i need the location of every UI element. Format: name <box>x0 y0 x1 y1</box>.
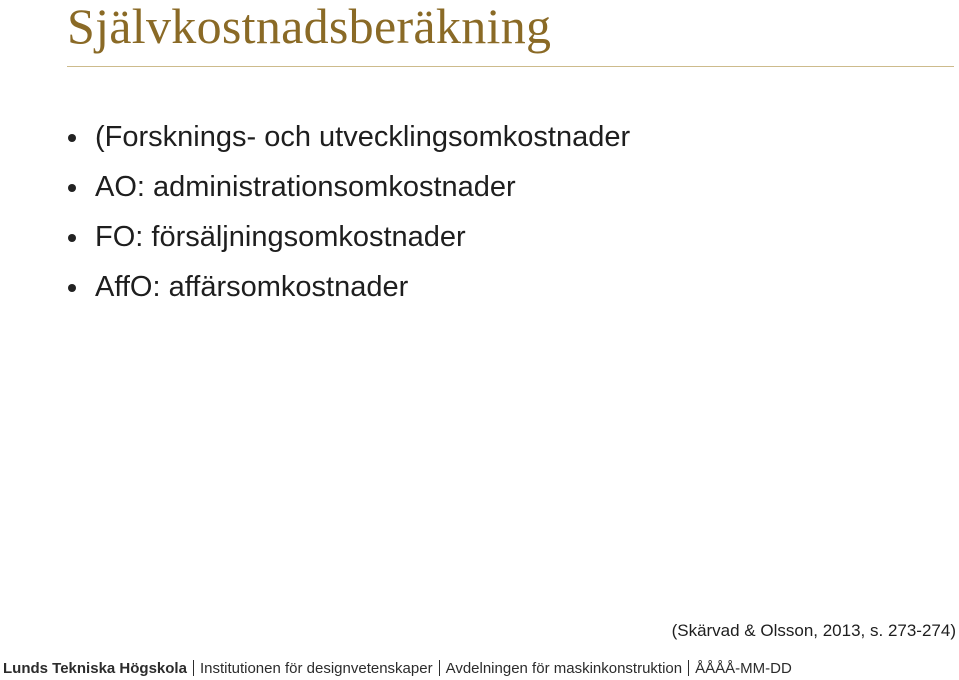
footer-separator <box>688 660 689 676</box>
footer-university: Lunds Tekniska Högskola <box>3 660 187 677</box>
source-citation: (Skärvad & Olsson, 2013, s. 273-274) <box>671 621 956 640</box>
bullet-text: FO: försäljningsomkostnader <box>95 221 466 253</box>
bullet-dot-icon <box>68 234 76 242</box>
bullet-dot-icon <box>68 284 76 292</box>
footer-separator <box>439 660 440 676</box>
bullet-text: (Forsknings- och utvecklingsomkostnader <box>95 121 631 153</box>
bullet-text: AO: administrationsomkostnader <box>95 171 516 203</box>
title-divider <box>67 66 954 67</box>
footer-institution: Institutionen för designvetenskaper <box>199 660 433 677</box>
slide-title: Självkostnadsberäkning <box>67 0 552 54</box>
bullet-dot-icon <box>68 134 76 142</box>
footer-division: Avdelningen för maskinkonstruktion <box>445 660 683 677</box>
footer-date: ÅÅÅÅ-MM-DD <box>695 660 792 677</box>
bullet-dot-icon <box>68 184 76 192</box>
slide-footer <box>3 659 792 679</box>
footer-separator <box>193 660 194 676</box>
bullet-text: AffO: affärsomkostnader <box>95 271 409 303</box>
